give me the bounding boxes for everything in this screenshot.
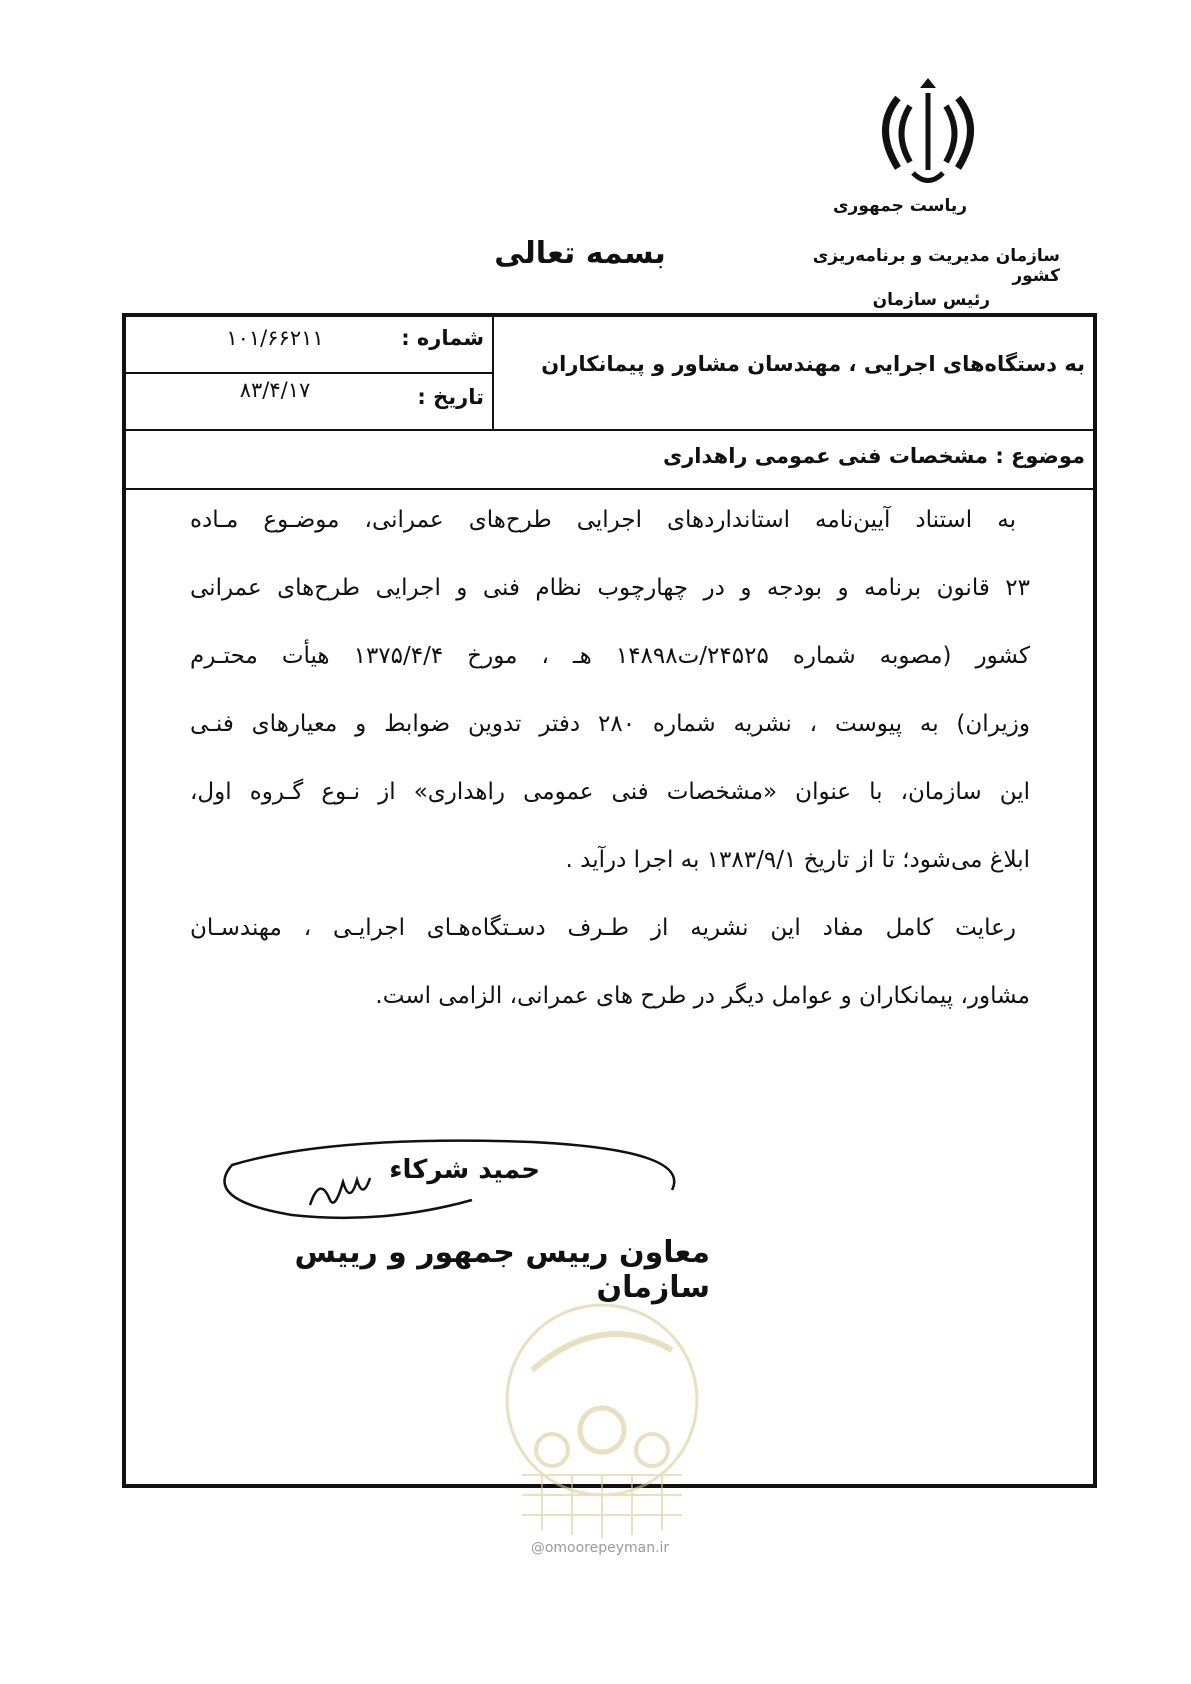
date-label: تاریخ : [417,385,484,409]
header-organization: ریاست جمهوری [832,196,968,216]
date-value: ۸۳/۴/۱۷ [239,378,311,402]
body-line: کشور (مصوبه شماره ۲۴۵۲۵/ت۱۴۸۹۸ هـ ، مورخ ۱۳۷۵/۴/۴ هیأت محتـرم [190,643,1030,669]
iran-emblem-icon [868,78,988,188]
header-office: رئیس سازمان [872,290,990,310]
body-line: مشاور، پیمانکاران و عوامل دیگر در طرح های عمرانی، الزامی است. [375,983,1030,1009]
signature-scribble-icon [305,1170,375,1215]
bismillah-heading: بسمه تعالی [494,236,666,271]
body-line: ابلاغ می‌شود؛ تا از تاریخ ۱۳۸۳/۹/۱ به اجرا درآید . [565,847,1030,873]
subject: موضوع : مشخصات فنی عمومی راهداری [662,444,1085,468]
body-line: به استناد آیین‌نامه استانداردهای اجرایی طرح‌های عمرانی، موضـوع مـاده [190,507,1016,533]
number-date-divider [126,372,492,374]
header-department: سازمان مدیریت و برنامه‌ریزی کشور [812,246,1060,286]
signatory-title: معاون رییس جمهور و رییس سازمان [294,1235,710,1305]
body-line: این سازمان، با عنوان «مشخصات فنی عمومی راهداری» از نـوع گـروه اول، [190,779,1030,805]
number-value: ۱۰۱/۶۶۲۱۱ [226,326,324,350]
address-divider [492,317,494,431]
number-label: شماره : [401,326,484,350]
signatory-name: حمید شرکاء [389,1155,540,1185]
body-line: رعایت کامل مفاد این نشریه از طـرف دسـتگاه‌هـای اجرایـی ، مهندسـان [190,915,1016,941]
recipient: به دستگاه‌های اجرایی ، مهندسان مشاور و پیمانکاران [541,352,1085,376]
watermark-site: @omoorepeyman.ir [530,1540,670,1556]
body-line: وزیران) به پیوست ، نشریه شماره ۲۸۰ دفتر تدوین ضوابط و معیارهای فنـی [190,711,1030,737]
watermark-logo-icon [492,1290,712,1555]
body-line: ۲۳ قانون برنامه و بودجه و در چهارچوب نظام فنی و اجرایی طرح‌های عمرانی [190,575,1030,601]
